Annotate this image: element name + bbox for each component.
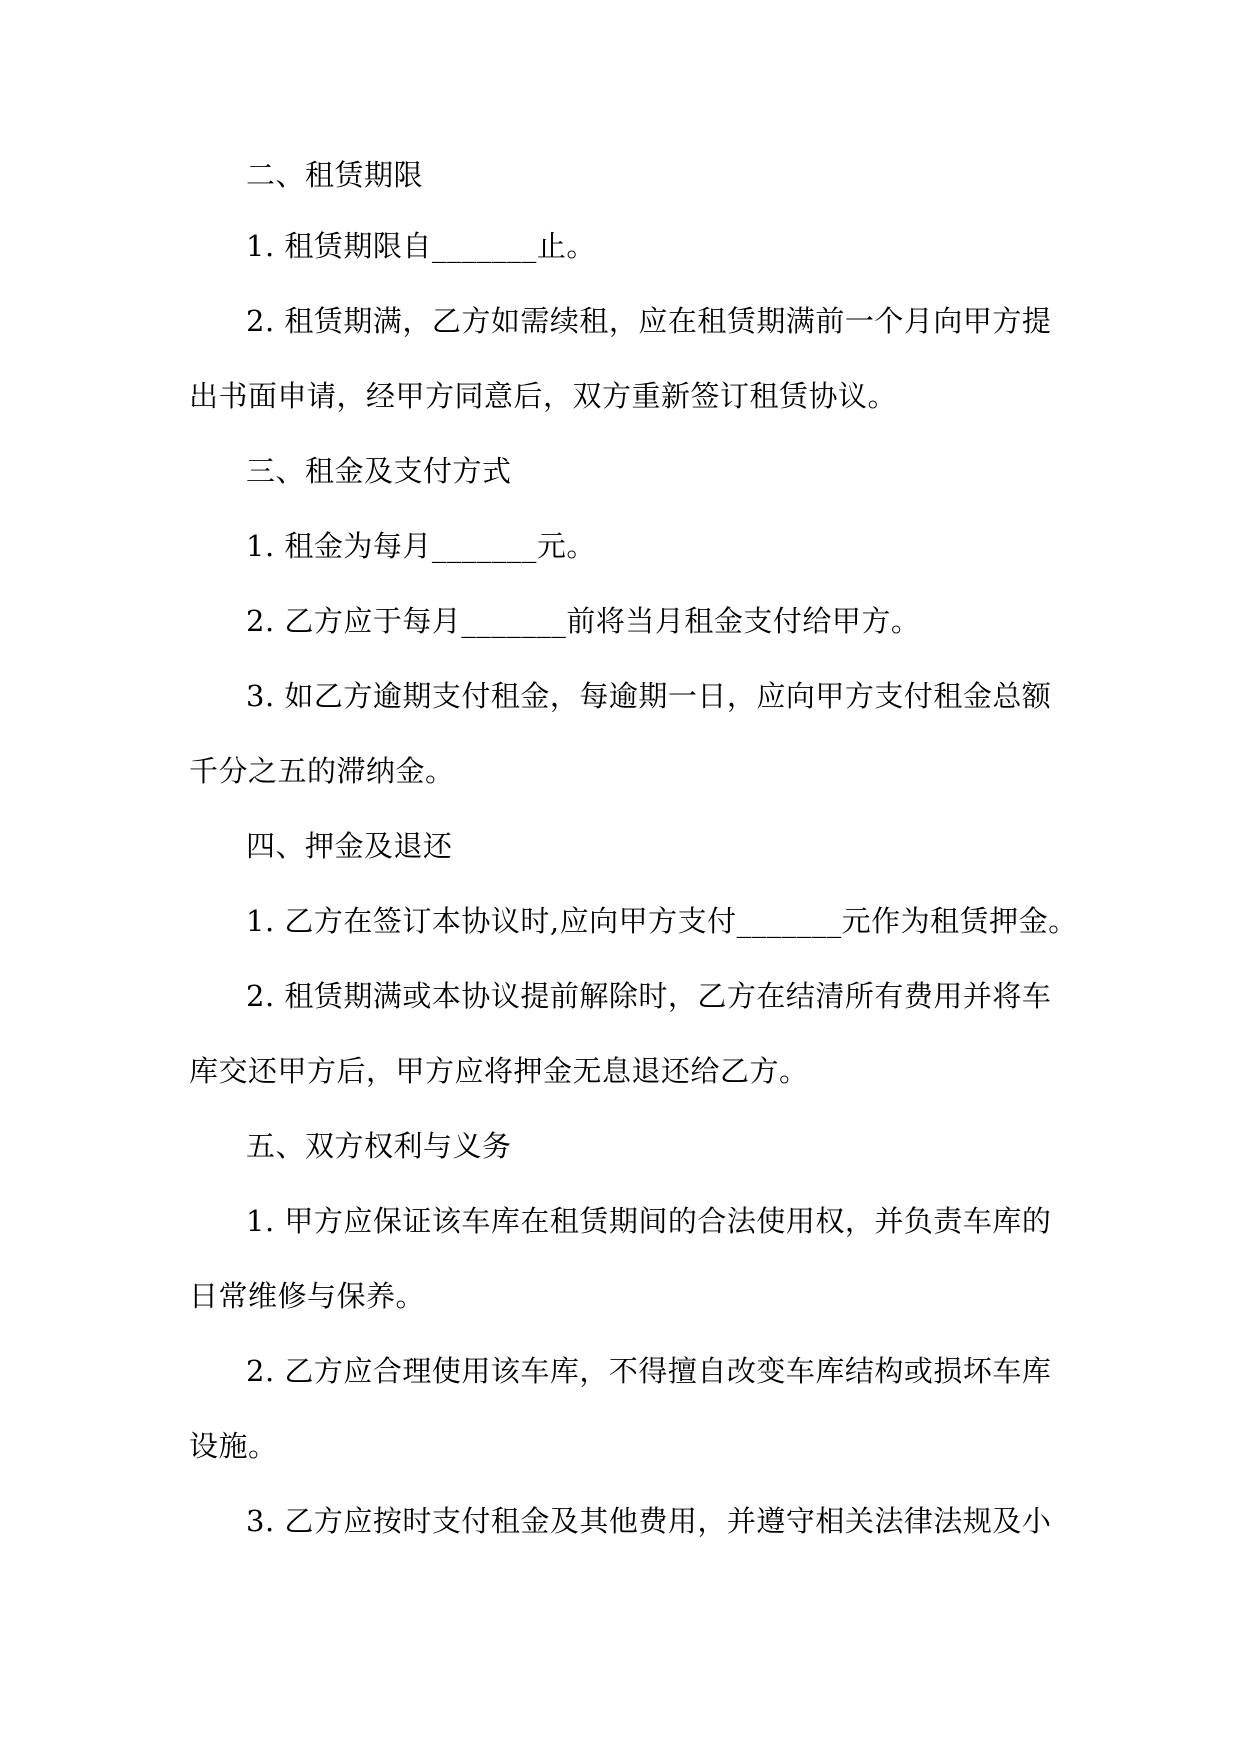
section-heading-lease-term: 二、租赁期限 bbox=[246, 158, 424, 192]
section-heading-rights-obligations: 五、双方权利与义务 bbox=[246, 1129, 512, 1163]
section-heading-rent-payment: 三、租金及支付方式 bbox=[246, 454, 512, 488]
clause-line: 2. 租赁期满，乙方如需续租，应在租赁期满前一个月向甲方提 bbox=[246, 304, 1052, 338]
clause-line: 2. 乙方应合理使用该车库，不得擅自改变车库结构或损坏车库 bbox=[246, 1354, 1052, 1388]
clause-line: 1. 甲方应保证该车库在租赁期间的合法使用权，并负责车库的 bbox=[246, 1204, 1052, 1238]
clause-line-continuation: 设施。 bbox=[189, 1429, 278, 1463]
clause-line-continuation: 日常维修与保养。 bbox=[189, 1279, 426, 1313]
section-heading-deposit: 四、押金及退还 bbox=[246, 829, 453, 863]
clause-line: 2. 乙方应于每月_______前将当月租金支付给甲方。 bbox=[246, 604, 921, 638]
clause-line: 1. 租赁期限自_______止。 bbox=[246, 229, 596, 263]
clause-line: 1. 乙方在签订本协议时,应向甲方支付_______元作为租赁押金。 bbox=[246, 904, 1078, 938]
clause-line-continuation: 出书面申请，经甲方同意后，双方重新签订租赁协议。 bbox=[189, 379, 898, 413]
clause-line-continuation: 千分之五的滞纳金。 bbox=[189, 754, 455, 788]
clause-line: 3. 如乙方逾期支付租金，每逾期一日，应向甲方支付租金总额 bbox=[246, 679, 1052, 713]
clause-line: 3. 乙方应按时支付租金及其他费用，并遵守相关法律法规及小 bbox=[246, 1504, 1052, 1538]
clause-line-continuation: 库交还甲方后，甲方应将押金无息退还给乙方。 bbox=[189, 1054, 809, 1088]
clause-line: 2. 租赁期满或本协议提前解除时，乙方在结清所有费用并将车 bbox=[246, 979, 1052, 1013]
clause-line: 1. 租金为每月_______元。 bbox=[246, 529, 596, 563]
